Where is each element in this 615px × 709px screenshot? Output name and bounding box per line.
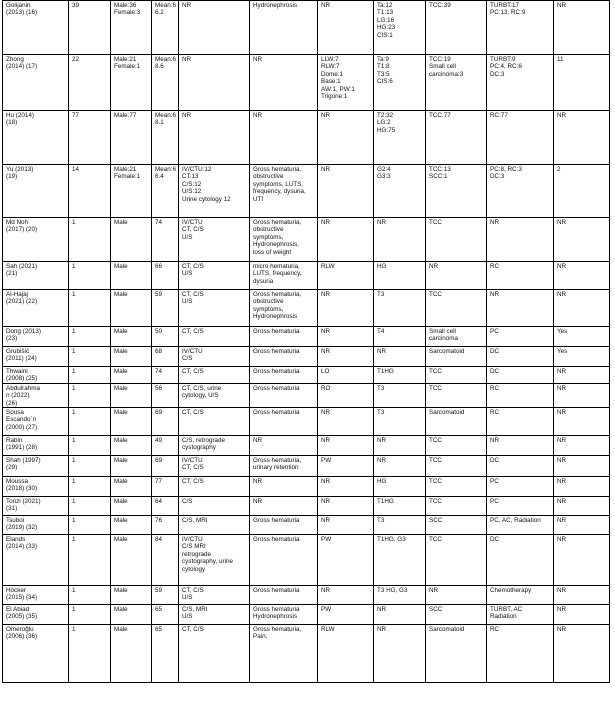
age-cell: 69	[152, 456, 179, 477]
age-cell: 65	[152, 605, 179, 625]
treatment-cell: TURBT:17 PC:13, RC:9	[487, 1, 554, 55]
treatment-cell: DC	[487, 367, 554, 384]
location-cell: NR	[318, 436, 374, 456]
cases-cell: 1	[69, 327, 111, 347]
diagnostics-cell: IV/CTU CT, C/S U/S	[179, 218, 250, 262]
cases-cell: 1	[69, 347, 111, 367]
sex-cell: Male	[111, 535, 152, 586]
sex-cell: Male	[111, 516, 152, 535]
diagnostics-cell: CT, C/S	[179, 327, 250, 347]
followup-cell: Yes	[554, 327, 610, 347]
followup-cell: 2	[554, 165, 610, 218]
study-cell: Omeroğlu (2006) (36)	[3, 625, 69, 683]
location-cell: PW	[318, 535, 374, 586]
sex-cell: Male	[111, 262, 152, 290]
cases-cell: 39	[69, 1, 111, 55]
age-cell: 50	[152, 327, 179, 347]
literature-review-table	[2, 0, 610, 683]
treatment-cell: NR	[487, 218, 554, 262]
location-cell: NR	[318, 290, 374, 327]
stage-grade-cell: HG	[374, 262, 426, 290]
diagnostics-cell: NR	[179, 55, 250, 111]
followup-cell: NR	[554, 535, 610, 586]
diagnostics-cell: CT, C/S	[179, 625, 250, 683]
symptoms-cell: Gross hematuria, Pain,	[250, 625, 318, 683]
histology-cell: TCC	[426, 218, 487, 262]
treatment-cell: PC	[487, 477, 554, 497]
age-cell: 59	[152, 290, 179, 327]
table-row	[3, 477, 610, 497]
location-cell: NR	[318, 586, 374, 605]
diagnostics-cell: IV/CTU CT, C/S	[179, 456, 250, 477]
study-cell: Zhong (2014) (17)	[3, 55, 69, 111]
sex-cell: Male	[111, 605, 152, 625]
histology-cell: TCC	[426, 367, 487, 384]
location-cell: NR	[318, 165, 374, 218]
study-cell: Dong (2013) (23)	[3, 327, 69, 347]
diagnostics-cell: CT, C/S	[179, 408, 250, 436]
location-cell: RLW	[318, 262, 374, 290]
histology-cell: Sarcomatoid	[426, 347, 487, 367]
histology-cell: SCC	[426, 516, 487, 535]
followup-cell: NR	[554, 456, 610, 477]
stage-grade-cell: NR	[374, 347, 426, 367]
stage-grade-cell: T2:32 LG:2 HG:75	[374, 111, 426, 165]
diagnostics-cell: NR	[179, 111, 250, 165]
histology-cell: TCC	[426, 436, 487, 456]
table-row	[3, 262, 610, 290]
table-row	[3, 218, 610, 262]
symptoms-cell: Gross hematuria	[250, 347, 318, 367]
location-cell: LO	[318, 367, 374, 384]
treatment-cell: TURBT:9 PC:4, RC:6 DC:3	[487, 55, 554, 111]
table-row	[3, 625, 610, 683]
age-cell: 69	[152, 408, 179, 436]
followup-cell: Yes	[554, 347, 610, 367]
cases-cell: 1	[69, 535, 111, 586]
study-cell: Yu (2013) (19)	[3, 165, 69, 218]
stage-grade-cell: T3	[374, 516, 426, 535]
symptoms-cell: NR	[250, 477, 318, 497]
stage-grade-cell: T3 HG, G3	[374, 586, 426, 605]
stage-grade-cell: T3	[374, 408, 426, 436]
followup-cell: NR	[554, 367, 610, 384]
location-cell: PW	[318, 605, 374, 625]
location-cell: NR	[318, 327, 374, 347]
histology-cell: TCC	[426, 290, 487, 327]
cases-cell: 1	[69, 516, 111, 535]
stage-grade-cell: T3	[374, 290, 426, 327]
stage-grade-cell: T1HG, G3	[374, 535, 426, 586]
histology-cell: Sarcomatoid	[426, 625, 487, 683]
sex-cell: Male	[111, 290, 152, 327]
study-cell: El Abiad (2005) (35)	[3, 605, 69, 625]
histology-cell: NR	[426, 586, 487, 605]
followup-cell: NR	[554, 436, 610, 456]
diagnostics-cell: CT, C/S U/S	[179, 290, 250, 327]
histology-cell: TCC	[426, 535, 487, 586]
diagnostics-cell: CT, C/S U/S	[179, 586, 250, 605]
age-cell: 49	[152, 436, 179, 456]
age-cell: 74	[152, 218, 179, 262]
table-row	[3, 535, 610, 586]
histology-cell: NR	[426, 262, 487, 290]
histology-cell: TCC:13 SCC:1	[426, 165, 487, 218]
stage-grade-cell: Ta:9 T1:8 T3:5 CIS:6	[374, 55, 426, 111]
diagnostics-cell: CT, C/S	[179, 367, 250, 384]
table-row	[3, 347, 610, 367]
cases-cell: 77	[69, 111, 111, 165]
stage-grade-cell: NR	[374, 456, 426, 477]
study-cell: Elands (2014) (33)	[3, 535, 69, 586]
symptoms-cell: micro hematuria, LUTS, frequency, dysuria	[250, 262, 318, 290]
age-cell: 65	[152, 625, 179, 683]
cases-cell: 1	[69, 625, 111, 683]
age-cell: 56	[152, 383, 179, 407]
sex-cell: Male	[111, 383, 152, 407]
stage-grade-cell: T4	[374, 327, 426, 347]
study-cell: Grubišić (2011) (24)	[3, 347, 69, 367]
study-cell: Al-Hajaj (2021) (22)	[3, 290, 69, 327]
histology-cell: TCC:39	[426, 1, 487, 55]
cases-cell: 22	[69, 55, 111, 111]
table-row	[3, 55, 610, 111]
study-cell: Tsuboi (2019) (32)	[3, 516, 69, 535]
diagnostics-cell: C/S, MRI	[179, 516, 250, 535]
sex-cell: Male	[111, 477, 152, 497]
cases-cell: 1	[69, 436, 111, 456]
stage-grade-cell: T3	[374, 383, 426, 407]
sex-cell: Male:77	[111, 111, 152, 165]
location-cell: LLW:7 RLW:7 Dome:1 Base:1 AW:1, PW:1 Trigone:1	[318, 55, 374, 111]
stage-grade-cell: NR	[374, 605, 426, 625]
followup-cell: NR	[554, 218, 610, 262]
stage-grade-cell: HG	[374, 477, 426, 497]
study-cell: Sah (2021) (21)	[3, 262, 69, 290]
age-cell: 84	[152, 535, 179, 586]
location-cell: NR	[318, 218, 374, 262]
stage-grade-cell: T1HG	[374, 497, 426, 516]
stage-grade-cell: NR	[374, 625, 426, 683]
age-cell: 74	[152, 367, 179, 384]
cases-cell: 1	[69, 383, 111, 407]
age-cell: 76	[152, 516, 179, 535]
treatment-cell: RC	[487, 262, 554, 290]
followup-cell: NR	[554, 516, 610, 535]
sex-cell: Male	[111, 436, 152, 456]
treatment-cell: TURBT, AC Radiation	[487, 605, 554, 625]
symptoms-cell: Gross hematuria	[250, 367, 318, 384]
cases-cell: 1	[69, 262, 111, 290]
histology-cell: TCC	[426, 497, 487, 516]
followup-cell: NR	[554, 408, 610, 436]
followup-cell: NR	[554, 586, 610, 605]
followup-cell: NR	[554, 605, 610, 625]
followup-cell: NR	[554, 625, 610, 683]
sex-cell: Male	[111, 218, 152, 262]
age-cell: Mean:6 6.4	[152, 165, 179, 218]
study-cell: Shah (1997) (29)	[3, 456, 69, 477]
location-cell: NR	[318, 111, 374, 165]
diagnostics-cell: CT, C/S U/S	[179, 262, 250, 290]
table-body	[3, 1, 610, 683]
location-cell: PW	[318, 456, 374, 477]
treatment-cell: PC, AC, Radiation	[487, 516, 554, 535]
table-row	[3, 290, 610, 327]
followup-cell: NR	[554, 477, 610, 497]
symptoms-cell: Gross hematuria	[250, 383, 318, 407]
treatment-cell: NR	[487, 290, 554, 327]
symptoms-cell: NR	[250, 55, 318, 111]
location-cell: NR	[318, 1, 374, 55]
symptoms-cell: NR	[250, 497, 318, 516]
treatment-cell: RC	[487, 408, 554, 436]
location-cell: RO	[318, 383, 374, 407]
study-cell: Abdulrahma n (2022) (26)	[3, 383, 69, 407]
followup-cell: NR	[554, 383, 610, 407]
cases-cell: 1	[69, 218, 111, 262]
sex-cell: Male	[111, 586, 152, 605]
stage-grade-cell: T1HG	[374, 367, 426, 384]
location-cell: NR	[318, 497, 374, 516]
diagnostics-cell: IV/CTU C/S	[179, 347, 250, 367]
table-row	[3, 456, 610, 477]
diagnostics-cell: IV/CTU:12 CT:13 C/S:12 U/S:12 Urine cytology 12	[179, 165, 250, 218]
sex-cell: Male	[111, 408, 152, 436]
symptoms-cell: NR	[250, 436, 318, 456]
followup-cell: NR	[554, 290, 610, 327]
histology-cell: TCC	[426, 456, 487, 477]
diagnostics-cell: C/S, retrograde cystography	[179, 436, 250, 456]
study-cell: Thwaini (2008) (25)	[3, 367, 69, 384]
table-row	[3, 408, 610, 436]
treatment-cell: RC:77	[487, 111, 554, 165]
diagnostics-cell: C/S, MRI U/S	[179, 605, 250, 625]
study-cell: Golijanin (2013) (16)	[3, 1, 69, 55]
location-cell: NR	[318, 477, 374, 497]
treatment-cell: PC	[487, 327, 554, 347]
symptoms-cell: Gross hematuria, obstructive symptoms, LUTS, frequency, dysuria, UTI	[250, 165, 318, 218]
treatment-cell: RC	[487, 383, 554, 407]
sex-cell: Male:21 Female:1	[111, 55, 152, 111]
followup-cell: 11	[554, 55, 610, 111]
study-cell: Rabin (1991) (28)	[3, 436, 69, 456]
diagnostics-cell: C/S	[179, 497, 250, 516]
cases-cell: 1	[69, 290, 111, 327]
table-row	[3, 605, 610, 625]
table-row	[3, 367, 610, 384]
age-cell: 64	[152, 497, 179, 516]
symptoms-cell: Gross hematuria	[250, 408, 318, 436]
sex-cell: Male	[111, 367, 152, 384]
treatment-cell: DC	[487, 347, 554, 367]
table-row	[3, 586, 610, 605]
table-row	[3, 383, 610, 407]
treatment-cell: PC:8, RC:3 DC:3	[487, 165, 554, 218]
study-cell: Höcker (2015) (34)	[3, 586, 69, 605]
stage-grade-cell: NR	[374, 218, 426, 262]
cases-cell: 1	[69, 605, 111, 625]
cases-cell: 1	[69, 586, 111, 605]
sex-cell: Male	[111, 347, 152, 367]
diagnostics-cell: CT, C/S	[179, 477, 250, 497]
treatment-cell: DC	[487, 535, 554, 586]
symptoms-cell: Gross hematuria, obstructive symptoms, Hydronephrosis	[250, 290, 318, 327]
age-cell: Mean:6 8.6	[152, 55, 179, 111]
study-cell: Tonzi (2021) (31)	[3, 497, 69, 516]
stage-grade-cell: NR	[374, 436, 426, 456]
cases-cell: 1	[69, 497, 111, 516]
study-cell: Moussa (2018) (30)	[3, 477, 69, 497]
diagnostics-cell: CT, C/S, urine cytology, U/S	[179, 383, 250, 407]
followup-cell: NR	[554, 111, 610, 165]
symptoms-cell: Gross hematuria, obstructive symptoms, Hydronephrosis, loss of weight	[250, 218, 318, 262]
sex-cell: Male	[111, 625, 152, 683]
table-row	[3, 516, 610, 535]
symptoms-cell: Gross hematuria	[250, 516, 318, 535]
study-cell: Md Noh (2017) (20)	[3, 218, 69, 262]
cases-cell: 1	[69, 408, 111, 436]
stage-grade-cell: G2:4 G3:3	[374, 165, 426, 218]
histology-cell: Sarcomatoid	[426, 408, 487, 436]
symptoms-cell: Gross hematuria, urinary retention	[250, 456, 318, 477]
table-row	[3, 165, 610, 218]
location-cell: NR	[318, 516, 374, 535]
table-row	[3, 497, 610, 516]
study-cell: Sousa Escando´n (2000) (27)	[3, 408, 69, 436]
symptoms-cell: Gross hematuria Hydronephrosis	[250, 605, 318, 625]
followup-cell: NR	[554, 262, 610, 290]
treatment-cell: NR	[487, 436, 554, 456]
cases-cell: 1	[69, 456, 111, 477]
symptoms-cell: NR	[250, 111, 318, 165]
histology-cell: SCC	[426, 605, 487, 625]
age-cell: 77	[152, 477, 179, 497]
histology-cell: TCC:19 Small cell carcinoma:3	[426, 55, 487, 111]
symptoms-cell: Hydronephrosis	[250, 1, 318, 55]
study-cell: Hu (2014) (18)	[3, 111, 69, 165]
age-cell: 59	[152, 586, 179, 605]
table-row	[3, 436, 610, 456]
table-row	[3, 327, 610, 347]
location-cell: NR	[318, 347, 374, 367]
symptoms-cell: Gross hematuria	[250, 327, 318, 347]
diagnostics-cell: IV/CTU C/S MRI retrograde cystography, urine cytology	[179, 535, 250, 586]
histology-cell: TCC:77	[426, 111, 487, 165]
stage-grade-cell: Ta:12 T1:13 LG:16 HG:23 CIS:1	[374, 1, 426, 55]
treatment-cell: DC	[487, 456, 554, 477]
symptoms-cell: Gross hematuria	[250, 535, 318, 586]
cases-cell: 1	[69, 367, 111, 384]
sex-cell: Male	[111, 327, 152, 347]
histology-cell: TCC	[426, 383, 487, 407]
location-cell: NR	[318, 408, 374, 436]
cases-cell: 1	[69, 477, 111, 497]
histology-cell: Small cell carcinoma	[426, 327, 487, 347]
age-cell: 68	[152, 347, 179, 367]
sex-cell: Male	[111, 497, 152, 516]
followup-cell: NR	[554, 1, 610, 55]
treatment-cell: Chemotherapy	[487, 586, 554, 605]
symptoms-cell: Gross hematuria	[250, 586, 318, 605]
diagnostics-cell: NR	[179, 1, 250, 55]
age-cell: Mean:6 6.2	[152, 1, 179, 55]
treatment-cell: RC	[487, 625, 554, 683]
location-cell: RLW	[318, 625, 374, 683]
sex-cell: Male:36 Female:3	[111, 1, 152, 55]
cases-cell: 14	[69, 165, 111, 218]
age-cell: 66	[152, 262, 179, 290]
treatment-cell: PC	[487, 497, 554, 516]
table-row	[3, 1, 610, 55]
table-row	[3, 111, 610, 165]
histology-cell: TCC	[426, 477, 487, 497]
age-cell: Mean:6 8.1	[152, 111, 179, 165]
sex-cell: Male	[111, 456, 152, 477]
followup-cell: NR	[554, 497, 610, 516]
sex-cell: Male:21 Female:1	[111, 165, 152, 218]
